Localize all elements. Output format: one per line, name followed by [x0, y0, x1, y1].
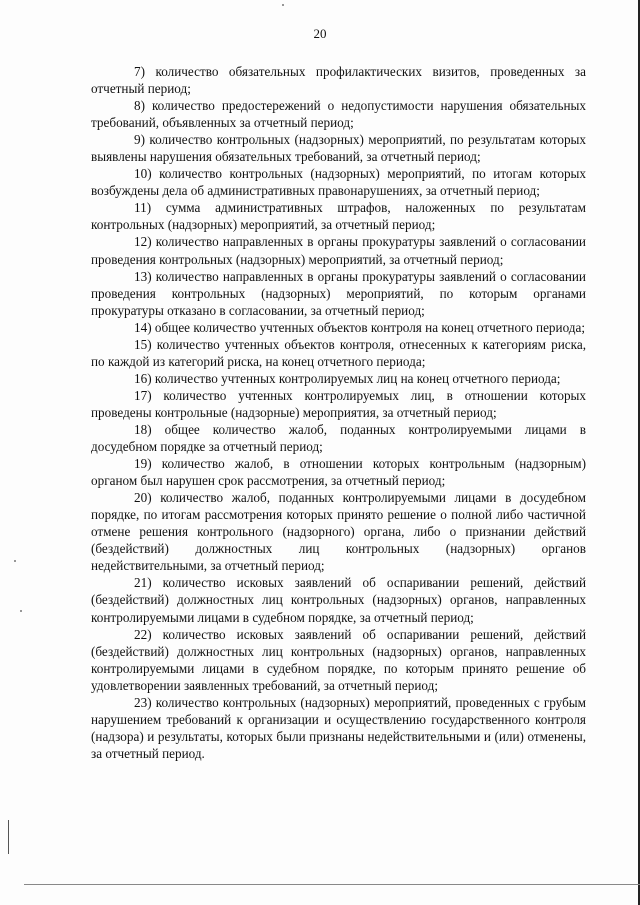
list-item-14: 14) общее количество учтенных объектов контроля на конец отчетного периода;	[134, 319, 586, 335]
scan-speck	[14, 560, 16, 562]
list-item-13: 13) количество направленных в органы прокуратуры заявлений о согласовании проведения контрольных (надзорных) мероприятий, по которым органами прокуратуры отказано в согласовании, за отчетный период;	[91, 268, 586, 318]
list-item-11: 11) сумма административных штрафов, наложенных по результатам контрольных (надзорных) мероприятий, за отчетный период;	[91, 200, 586, 233]
list-item-15: 15) количество учтенных объектов контроля, отнесенных к категориям риска, по каждой из категорий риска, на конец отчетного периода;	[91, 336, 586, 369]
scan-speck	[20, 610, 22, 612]
list-item-10: 10) количество контрольных (надзорных) мероприятий, по итогам которых возбуждены дела об административных правонарушениях, за отчетный период;	[91, 166, 586, 199]
scan-artifact-bottom	[24, 884, 640, 885]
list-item-19: 19) количество жалоб, в отношении которых контрольным (надзорным) органом был нарушен срок рассмотрения, за отчетный период;	[91, 456, 586, 489]
list-item-12: 12) количество направленных в органы прокуратуры заявлений о согласовании проведения контрольных (надзорных) мероприятий, за отчетный период;	[91, 234, 586, 267]
list-item-8: 8) количество предостережений о недопустимости нарушения обязательных требований, объявленных за отчетный период;	[91, 98, 586, 131]
list-item-17: 17) количество учтенных контролируемых лиц, в отношении которых проведены контрольные (надзорные) мероприятия, за отчетный период;	[91, 387, 586, 420]
list-item-23: 23) количество контрольных (надзорных) мероприятий, проведенных с грубым нарушением требований к организации и осуществлению государственного контроля (надзора) и результаты, которых были признаны недействительными и (или) отменены, за отчетный период.	[91, 694, 586, 761]
scan-artifact-left	[8, 820, 9, 854]
list-item-7: 7) количество обязательных профилактических визитов, проведенных за отчетный период;	[91, 64, 586, 97]
list-item-18: 18) общее количество жалоб, поданных контролируемыми лицами в досудебном порядке за отчетный период;	[91, 421, 586, 455]
list-item-9: 9) количество контрольных (надзорных) мероприятий, по результатам которых выявлены нарушения обязательных требований, за отчетный период;	[91, 132, 586, 165]
page-number: 20	[313, 26, 327, 41]
list-item-22: 22) количество исковых заявлений об оспаривании решений, действий (бездействий) должностных лиц контрольных (надзорных) органов, направленных контролируемыми лицами в судебном порядке, по которым принято решение об удовлетворении заявленных требований, за отчетный период;	[91, 626, 586, 693]
document-body	[91, 63, 586, 762]
list-item-16: 16) количество учтенных контролируемых лиц на конец отчетного периода;	[134, 370, 561, 386]
list-item-20: 20) количество жалоб, поданных контролируемыми лицами в досудебном порядке, по итогам рассмотрения которых принято решение о полной либо частичной отмене решения контрольного (надзорного) органа, либо о признании действий (бездействий) должностных лиц контрольных (надзорных) органов недействительными, за отчетный период;	[91, 490, 586, 574]
list-item-21: 21) количество исковых заявлений об оспаривании решений, действий (бездействий) должностных лиц контрольных (надзорных) органов, направленных контролируемыми лицами в судебном порядке, за отчетный период;	[91, 575, 586, 625]
scan-speck	[282, 4, 284, 6]
